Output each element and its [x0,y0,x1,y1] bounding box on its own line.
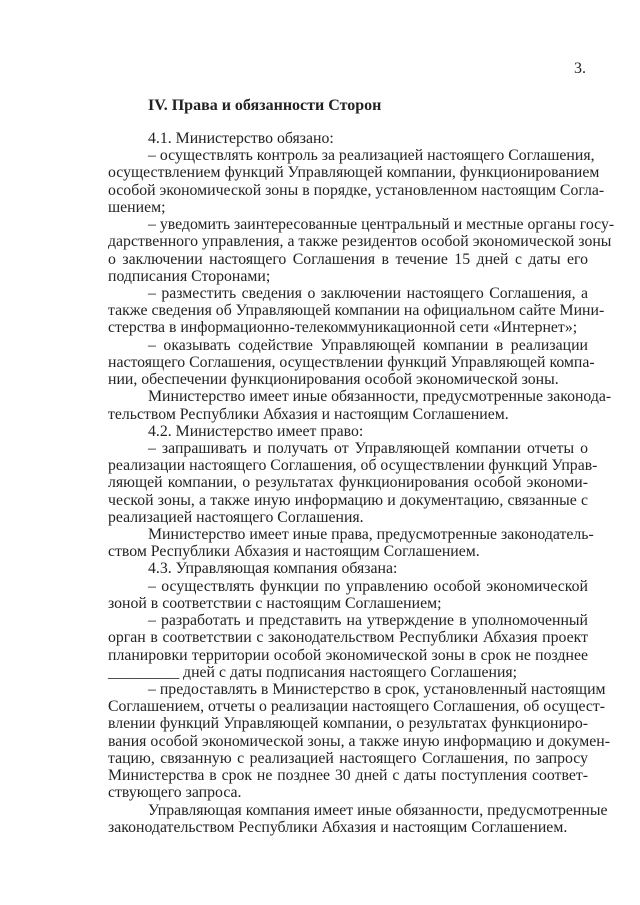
text-line: Министерство имеет иные права, предусмотренные законодатель- [148,526,594,544]
text-line: особой экономической зоны в порядке, установленном настоящим Согла- [108,181,605,199]
paragraph [108,216,615,285]
paragraph [108,526,594,561]
text-line: дарственного управления, а также резидентов особой экономической зоны [108,233,612,251]
text-line: планировки территории особой экономической зоны в срок не позднее [108,646,588,664]
text-line: реализации настоящего Соглашения, об осуществлении функций Управ- [108,457,598,475]
text-line: – разместить сведения о заключении настоящего Соглашения, а [148,284,588,302]
text-line: зоной в соответствии с настоящим Соглашением; [108,594,442,612]
text-line: законодательством Республики Абхазия и настоящим Соглашением. [108,818,568,836]
text-line: осуществлением функций Управляющей компании, функционированием [108,164,600,182]
paragraph [108,612,588,681]
text-line: – осуществлять функции по управлению особой экономической [148,577,588,595]
paragraph [108,560,588,577]
text-line: реализацией настоящего Соглашения. [108,508,364,526]
paragraph [108,147,605,216]
text-line: _________ дней с даты подписания настоящего Соглашения; [108,663,518,681]
text-line: – разработать и представить на утверждение в уполномоченный [148,612,588,630]
text-line: тельством Республики Абхазия и настоящим Соглашением. [108,405,509,423]
text-line: 4.2. Министерство имеет право: [148,422,364,440]
text-line: ством Республики Абхазия и настоящим Соглашением. [108,543,480,561]
paragraph [108,801,608,836]
text-line: шением; [108,198,166,216]
document-body [108,130,615,836]
paragraph [108,284,605,337]
text-line: 4.3. Управляющая компания обязана: [148,560,398,578]
text-line: Управляющая компания имеет иные обязанности, предусмотренные [148,801,608,819]
text-line: ческой зоны, а также иную информацию и документацию, связанные с [108,491,588,509]
page-number: 3. [574,60,586,77]
text-line: Министерство имеет иные обязанности, предусмотренные законода- [148,388,612,406]
text-line: – оказывать содействие Управляющей компании в реализации [148,336,588,354]
text-line: тацию, связанную с реализацией настоящего Соглашения, по запросу [108,749,588,767]
text-line: – уведомить заинтересованные центральный и местные органы госу- [148,216,615,234]
text-line: стерства в информационно-телекоммуникационной сети «Интернет»; [108,319,578,337]
text-line: 4.1. Министерство обязано: [148,130,334,147]
paragraph [108,423,588,440]
paragraph [108,336,595,389]
paragraph [108,681,610,802]
text-line: нии, обеспечении функционирования особой экономической зоны. [108,371,559,389]
text-line: – запрашивать и получать от Управляющей компании отчеты о [148,439,588,457]
paragraph [108,130,588,147]
text-line: настоящего Соглашения, осуществлении функций Управляющей компа- [108,353,595,371]
text-line: подписания Сторонами; [108,267,271,285]
text-line: ляющей компании, о результатах функционирования особой экономи- [108,474,588,492]
text-line: влении функций Управляющей компании, о результатах функциониро- [108,715,588,733]
text-line: о заключении настоящего Соглашения в течение 15 дней с даты его [108,250,588,268]
text-line: Соглашением, отчеты о реализации настоящего Соглашения, об осущест- [108,698,606,716]
text-line: Министерства в срок не позднее 30 дней с даты поступления соответ- [108,767,588,785]
text-line: – осуществлять контроль за реализацией настоящего Соглашения, [148,147,595,165]
paragraph [108,578,588,612]
text-line: – предоставлять в Министерство в срок, установленный настоящим [148,681,606,698]
section-heading: IV. Права и обязанности Сторон [148,97,382,114]
text-line: также сведения об Управляющей компании на официальном сайте Мини- [108,302,605,320]
text-line: вания особой экономической зоны, а также иную информацию и докумен- [108,732,610,750]
text-line: ствующего запроса. [108,784,242,802]
paragraph [108,388,612,423]
text-line: орган в соответствии с законодательством Республики Абхазия проект [108,629,588,647]
paragraph [108,439,598,526]
